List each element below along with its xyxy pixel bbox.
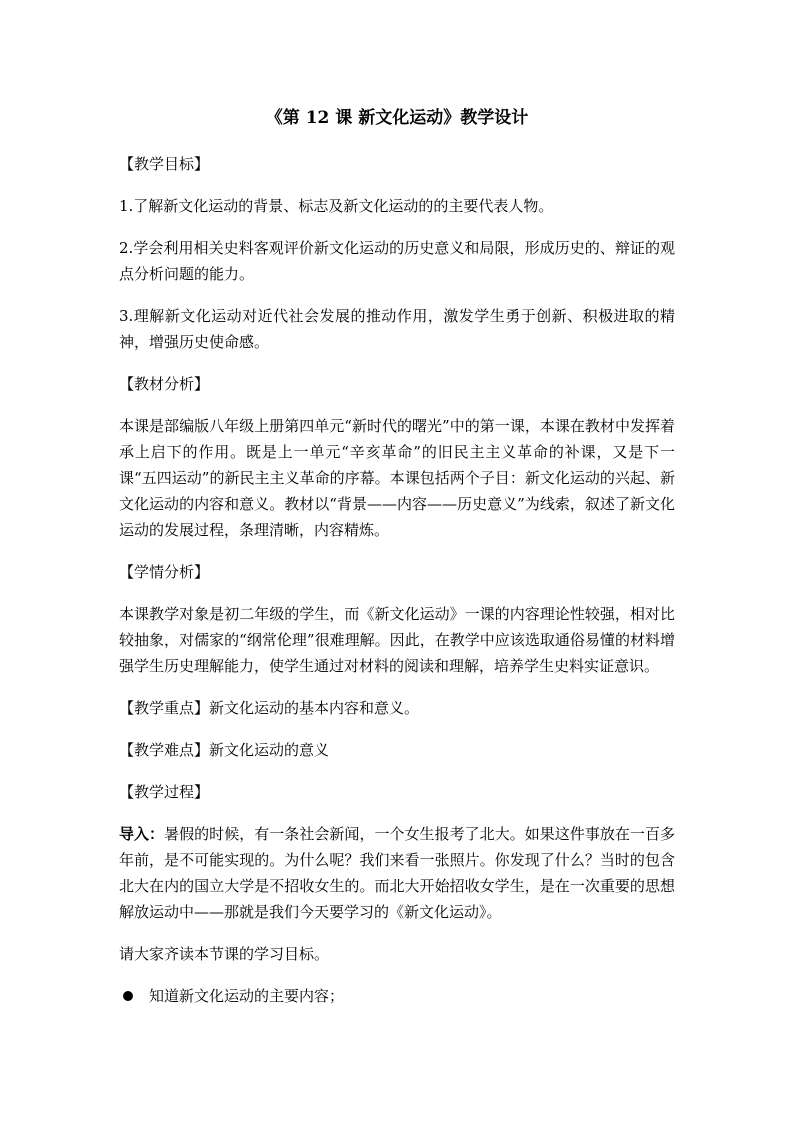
difficulty-text: 新文化运动的意义 — [209, 741, 330, 759]
bullet-icon — [123, 991, 133, 1001]
objective-item-1: 1.了解新文化运动的背景、标志及新文化运动的的主要代表人物。 — [119, 197, 554, 215]
bullet-text: 知道新文化运动的主要内容； — [149, 987, 345, 1005]
intro-paragraph — [119, 821, 675, 925]
difficulty-line — [119, 737, 675, 763]
textbook-analysis-body: 本课是部编版八年级上册第四单元“新时代的曙光”中的第一课，本课在教材中发挥着承上启下的作用。既是上一单元“辛亥革命”的旧民主主义革命的补课，又是下一课“五四运动”的新民主主义革命的序幕。本课包括两个子目：新文化运动的兴起、新文化运动的内容和意义。教材以“背景——内容——历史意义”为线索，叙述了新文化运动的发展过程，条理清晰，内容精炼。 — [119, 417, 675, 539]
process-heading: 【教学过程】 — [119, 783, 210, 801]
objectives-heading: 【教学目标】 — [119, 155, 210, 173]
document-page — [119, 100, 675, 1009]
reading-prompt: 请大家齐读本节课的学习目标。 — [119, 945, 330, 963]
textbook-analysis-heading: 【教材分析】 — [119, 375, 210, 393]
key-point-heading: 【教学重点】 — [119, 699, 210, 717]
key-point-line — [119, 695, 675, 721]
document-title: 《第 12 课 新文化运动》教学设计 — [265, 108, 529, 128]
objective-item-2: 2.学会利用相关史料客观评价新文化运动的历史意义和局限，形成历史的、辩证的观点分析问题的能力。 — [119, 239, 675, 283]
student-analysis-heading: 【学情分析】 — [119, 563, 210, 581]
intro-text: 暑假的时候，有一条社会新闻，一个女生报考了北大。如果这件事放在一百多年前，是不可能实现的。为什么呢？我们来看一张照片。你发现了什么？当时的包含北大在内的国立大学是不招收女生的。而北大开始招收女学生，是在一次重要的思想解放运动中——那就是我们今天要学习的《新文化运动》。 — [119, 825, 675, 921]
objective-item-3: 3.理解新文化运动对近代社会发展的推动作用，激发学生勇于创新、积极进取的精神，增强历史使命感。 — [119, 307, 675, 351]
difficulty-heading: 【教学难点】 — [119, 741, 210, 759]
key-point-text: 新文化运动的基本内容和意义。 — [209, 699, 420, 717]
intro-label: 导入： — [119, 825, 165, 843]
student-analysis-body: 本课教学对象是初二年级的学生，而《新文化运动》一课的内容理论性较强，相对比较抽象，对儒家的“纲常伦理”很难理解。因此，在教学中应该选取通俗易懂的材料增强学生历史理解能力，使学生通过对材料的阅读和理解，培养学生史料实证意识。 — [119, 605, 675, 675]
list-item — [119, 983, 675, 1009]
